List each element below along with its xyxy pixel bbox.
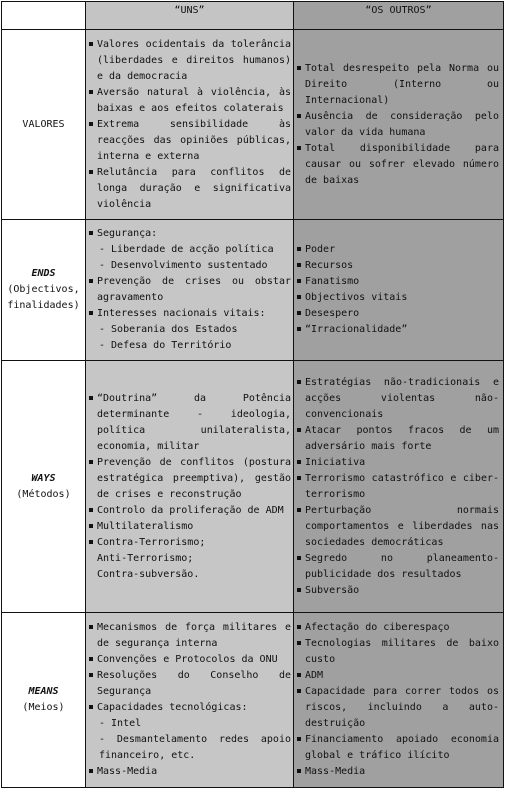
list-item: ADM xyxy=(297,668,499,684)
outros-list xyxy=(297,620,499,780)
list-item: Financiamento apoiado economia global e tráfico ilícito xyxy=(297,732,499,764)
list-item: “Doutrina” da Potência determinante - ideologia, política unilateralista, economia, militar xyxy=(89,391,291,455)
header-row xyxy=(2,2,504,30)
list-item: - Defesa do Território xyxy=(99,340,232,351)
row-ends xyxy=(2,220,504,361)
outros-list xyxy=(297,61,499,189)
uns-list xyxy=(89,37,291,213)
row-label: VALORES xyxy=(22,118,65,130)
list-item: Mecanismos de força militares e de segurança interna xyxy=(89,620,291,652)
list-item: Mass-Media xyxy=(297,764,499,780)
list-item: - Desenvolvimento sustentado xyxy=(99,260,268,271)
list-item: Segurança: xyxy=(89,226,291,242)
row-label-sub: (Meios) xyxy=(22,702,65,713)
list-item: Convenções e Protocolos da ONU xyxy=(89,652,291,668)
list-item: - Soberania dos Estados xyxy=(99,324,238,335)
list-item: Resoluções do Conselho de Segurança xyxy=(89,668,291,700)
list-item: Terrorismo catastrófico e ciber-terrorismo xyxy=(297,471,499,503)
list-item: - Liberdade de acção política xyxy=(99,244,274,255)
row-label-cell xyxy=(2,30,86,220)
list-item: Multilateralismo xyxy=(89,519,291,535)
uns-cell xyxy=(86,30,294,220)
list-item: Prevenção de crises ou obstar agravamento xyxy=(89,274,291,306)
list-item: Contra-Terrorismo; xyxy=(89,535,291,551)
row-label-sub: (Métodos) xyxy=(16,488,71,500)
list-item: Fanatismo xyxy=(297,274,499,290)
outros-list xyxy=(297,375,499,599)
list-item: Anti-Terrorismo; xyxy=(97,552,194,564)
header-uns: “UNS” xyxy=(86,2,294,30)
list-item: Iniciativa xyxy=(297,455,499,471)
outros-cell xyxy=(294,220,504,361)
list-item: Recursos xyxy=(297,258,499,274)
uns-list xyxy=(89,226,291,354)
list-item: Perturbação normais comportamentos e liberdades nas sociedades democráticas xyxy=(297,503,499,551)
list-item: Tecnologias militares de baixo custo xyxy=(297,636,499,668)
list-item: Aversão natural à violência, às baixas e aos efeitos colaterais xyxy=(89,85,291,117)
outros-cell xyxy=(294,361,504,613)
list-item: Extrema sensibilidade às reacções das opiniões públicas, interna e externa xyxy=(89,117,291,165)
list-item: Mass-Media xyxy=(89,764,291,780)
list-item: Capacidades tecnológicas: xyxy=(89,700,291,716)
list-item: Total disponibilidade para causar ou sofrer elevado número de baixas xyxy=(297,141,499,189)
list-item: Interesses nacionais vitais: xyxy=(89,306,291,322)
row-valores xyxy=(2,30,504,220)
list-item: Segredo no planeamento-publicidade dos resultados xyxy=(297,551,499,583)
row-label: WAYS xyxy=(31,472,56,484)
row-label: ENDS xyxy=(31,268,56,279)
list-item: Contra-subversão. xyxy=(97,568,200,580)
list-item: Ausência de consideração pelo valor da vida humana xyxy=(297,109,499,141)
row-label-cell xyxy=(2,613,86,788)
list-item: “Irracionalidade” xyxy=(297,322,499,338)
row-means xyxy=(2,613,504,788)
row-label: MEANS xyxy=(28,686,59,697)
uns-list xyxy=(89,620,291,780)
row-label-cell xyxy=(2,220,86,361)
list-item: - Intel xyxy=(99,718,142,729)
uns-list xyxy=(89,391,291,583)
list-item: Controlo da proliferação de ADM xyxy=(89,503,291,519)
list-item: Prevenção de conflitos (postura estratégica preemptiva), gestão de crises e reconstrução xyxy=(89,455,291,503)
list-item: Atacar pontos fracos de um adversário mais forte xyxy=(297,423,499,455)
outros-list xyxy=(297,242,499,338)
list-item: Subversão xyxy=(297,583,499,599)
list-item: Capacidade para correr todos os riscos, incluindo a auto-destruição xyxy=(297,684,499,732)
header-os-outros: “OS OUTROS” xyxy=(294,2,504,30)
list-item: Poder xyxy=(297,242,499,258)
list-item: - Desmantelamento redes apoio financeiro, etc. xyxy=(99,734,291,761)
list-item: Valores ocidentais da tolerância (liberdades e direitos humanos) e da democracia xyxy=(89,37,291,85)
outros-cell xyxy=(294,30,504,220)
header-corner-cell xyxy=(2,2,86,30)
row-label-sub: (Objectivos, finalidades) xyxy=(7,284,80,311)
list-item: Total desrespeito pela Norma ou Direito (Interno ou Internacional) xyxy=(297,61,499,109)
list-item: Objectivos vitais xyxy=(297,290,499,306)
list-item: Relutância para conflitos de longa duração e significativa violência xyxy=(89,165,291,213)
row-label-cell xyxy=(2,361,86,613)
uns-cell xyxy=(86,613,294,788)
uns-cell xyxy=(86,361,294,613)
row-ways xyxy=(2,361,504,613)
uns-cell xyxy=(86,220,294,361)
outros-cell xyxy=(294,613,504,788)
comparison-table xyxy=(1,1,504,788)
list-item: Afectação do ciberespaço xyxy=(297,620,499,636)
list-item: Desespero xyxy=(297,306,499,322)
list-item: Estratégias não-tradicionais e acções violentas não-convencionais xyxy=(297,375,499,423)
